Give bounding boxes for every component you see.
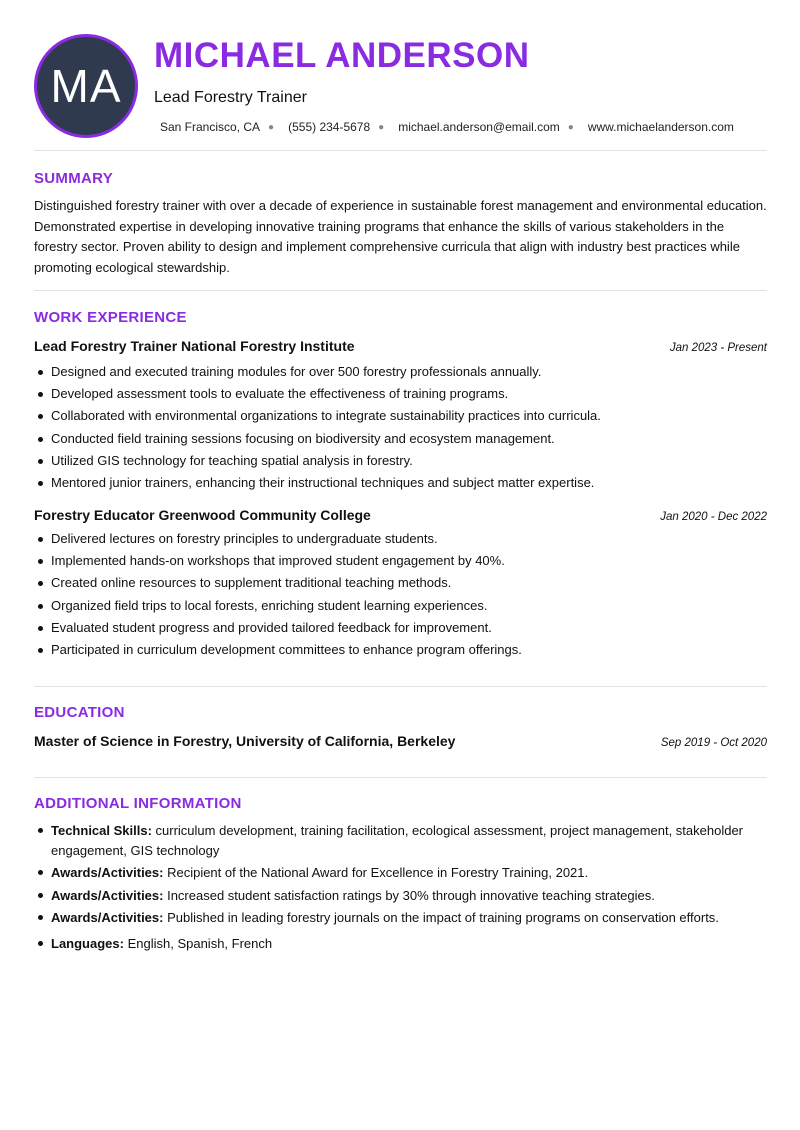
candidate-name: MICHAEL ANDERSON (154, 36, 530, 75)
job-title: Forestry Educator Greenwood Community College (34, 507, 371, 523)
list-item (34, 821, 767, 860)
separator-dot: ● (567, 121, 574, 133)
list-item: Utilized GIS technology for teaching spatial analysis in forestry. (34, 451, 767, 473)
divider (34, 290, 767, 291)
contact-website[interactable]: www.michaelanderson.com (587, 120, 734, 134)
list-item: Evaluated student progress and provided tailored feedback for improvement. (34, 618, 767, 640)
list-item: Designed and executed training modules for over 500 forestry professionals annually. (34, 362, 767, 384)
contact-phone: (555) 234-5678 (288, 120, 371, 134)
list-item (34, 908, 767, 928)
additional-heading: ADDITIONAL INFORMATION (34, 795, 242, 812)
item-label: Awards/Activities: (51, 887, 164, 903)
item-text: curriculum development, training facilitation, ecological assessment, project management, stakeholder engagement, GIS technology (51, 823, 743, 858)
list-item: Delivered lectures on forestry principles to undergraduate students. (34, 529, 767, 551)
contact-location: San Francisco, CA (160, 120, 261, 134)
avatar-initials: MA (50, 60, 122, 112)
job-bullets (34, 362, 767, 495)
list-item: Collaborated with environmental organizations to integrate sustainability practices into curricula. (34, 406, 767, 428)
item-label: Awards/Activities: (51, 865, 164, 880)
separator-dot: ● (378, 121, 385, 133)
job-date: Jan 2020 - Dec 2022 (660, 511, 767, 523)
job-date: Jan 2023 - Present (669, 342, 767, 354)
divider (34, 686, 767, 687)
education-row (34, 733, 767, 749)
item-label: Technical Skills: (51, 823, 152, 838)
list-item: Conducted field training sessions focusing on biodiversity and ecosystem management. (34, 429, 767, 451)
summary-heading: SUMMARY (34, 170, 114, 187)
item-text: Published in leading forestry journals on the impact of training programs on conservation efforts. (163, 910, 719, 925)
list-item (34, 886, 767, 906)
list-item: Participated in curriculum development committees to enhance program offerings. (34, 640, 767, 662)
list-item: Created online resources to supplement traditional teaching methods. (34, 573, 767, 595)
divider (34, 150, 767, 151)
contact-line (160, 120, 734, 134)
list-item: Developed assessment tools to evaluate the effectiveness of training programs. (34, 384, 767, 406)
additional-list (34, 821, 767, 953)
list-item: Implemented hands-on workshops that improved student engagement by 40%. (34, 551, 767, 573)
separator-dot: ● (268, 121, 275, 133)
list-item: Mentored junior trainers, enhancing their instructional techniques and subject matter expertise. (34, 473, 767, 495)
experience-heading: WORK EXPERIENCE (34, 309, 187, 326)
job-header (34, 507, 767, 523)
item-label: Languages: (51, 935, 124, 951)
degree: Master of Science in Forestry, University of California, Berkeley (34, 733, 456, 749)
divider (34, 777, 767, 778)
item-text: English, Spanish, French (123, 935, 273, 951)
education-heading: EDUCATION (34, 704, 125, 721)
list-item (34, 863, 767, 883)
job-bullets (34, 529, 767, 662)
item-text: Increased student satisfaction ratings by 30% through innovative teaching strategies. (163, 887, 655, 903)
job-title: Lead Forestry Trainer National Forestry Institute (34, 338, 355, 354)
summary-text: Distinguished forestry trainer with over a decade of experience in sustainable forest management and environmental education. Demonstrated expertise in developing innovative training programs that enhance the skills of various stakeholders in the forestry sector. Proven ability to design and implement comprehensive curricula that align with industry best practices while promoting ecological stewardship. (34, 198, 767, 275)
avatar (34, 34, 138, 138)
education-date: Sep 2019 - Oct 2020 (660, 737, 767, 749)
item-text: Recipient of the National Award for Excellence in Forestry Training, 2021. (163, 865, 589, 880)
list-item: Organized field trips to local forests, enriching student learning experiences. (34, 596, 767, 618)
job-header (34, 338, 767, 354)
candidate-title: Lead Forestry Trainer (154, 89, 307, 106)
item-label: Awards/Activities: (51, 910, 164, 925)
list-item (34, 934, 767, 954)
contact-email[interactable]: michael.anderson@email.com (398, 120, 560, 134)
